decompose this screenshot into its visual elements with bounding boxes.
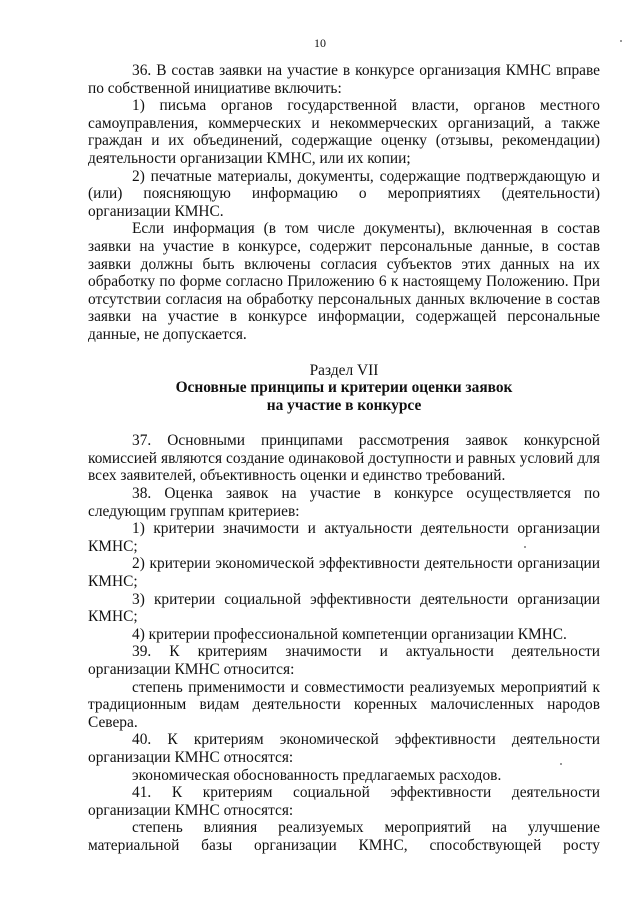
paragraph-39: 39. К критериям значимости и актуальности деятельности организации КМНС относится: [88,643,600,678]
list-item-38-4: 4) критерии профессиональной компетенции организации КМНС. [132,625,567,643]
paragraph-personal-data: Если информация (в том числе документы), включенная в состав заявки на участие в конкурсе, содержит персональные данные, в состав заявки должны быть включены согласия субъектов этих данных на их обработку по форме согласно Приложению 6 к настоящему Положению. При отсутствии согласия на обработку персональных данных включение в состав заявки на участие в конкурсе информации, содержащей персональные данные, не допускается. [88,220,600,343]
document-body [88,62,600,855]
list-item-36-2: 2) печатные материалы, документы, содержащие подтверждающую и (или) поясняющую информацию о мероприятиях (деятельности) организации КМНС. [88,167,600,220]
paragraph-40-text: экономическая обоснованность предлагаемых расходов. [132,766,502,784]
page-number: 10 [314,36,326,50]
paragraph-40: 40. К критериям экономической эффективности деятельности организации КМНС относятся: [88,731,600,766]
list-item-36-1: 1) письма органов государственной власти, органов местного самоуправления, коммерческих и некоммерческих организаций, а также граждан и их объединений, содержащие оценку (отзывы, рекомендации) деятельности организации КМНС, или их копии; [88,97,600,167]
list-item-38-1: 1) критерии значимости и актуальности деятельности организации КМНС; [88,520,600,555]
spacer [88,344,600,362]
list-item-38-3: 3) критерии социальной эффективности деятельности организации КМНС; [88,590,600,626]
paragraph-38: 38. Оценка заявок на участие в конкурсе осуществляется по следующим группам критериев: [88,485,600,520]
scan-speck [620,40,622,42]
spacer [88,414,600,432]
paragraph-37: 37. Основными принципами рассмотрения заявок конкурсной комиссией являются создание одинаковой доступности и равных условий для всех заявителей, объективность оценки и единство требований. [88,432,600,485]
section-number: Раздел VII [309,361,379,379]
scan-speck [560,763,562,765]
section-title-line1: Основные принципы и критерии оценки заявок [175,379,513,397]
scan-speck [524,546,526,548]
paragraph-39-text: степень применимости и совместимости реализуемых мероприятий к традиционным видам деятельности коренных малочисленных народов Севера. [88,678,600,731]
section-title-line2: на участие в конкурсе [266,396,422,414]
paragraph-41: 41. К критериям социальной эффективности деятельности организации КМНС относятся: [88,784,600,819]
paragraph-36: 36. В состав заявки на участие в конкурсе организация КМНС вправе по собственной инициативе включить: [88,62,600,97]
paragraph-41-text: степень влияния реализуемых мероприятий на улучшение материальной базы организации КМНС, способствующей росту [88,819,600,854]
list-item-38-2: 2) критерии экономической эффективности деятельности организации КМНС; [88,555,600,591]
